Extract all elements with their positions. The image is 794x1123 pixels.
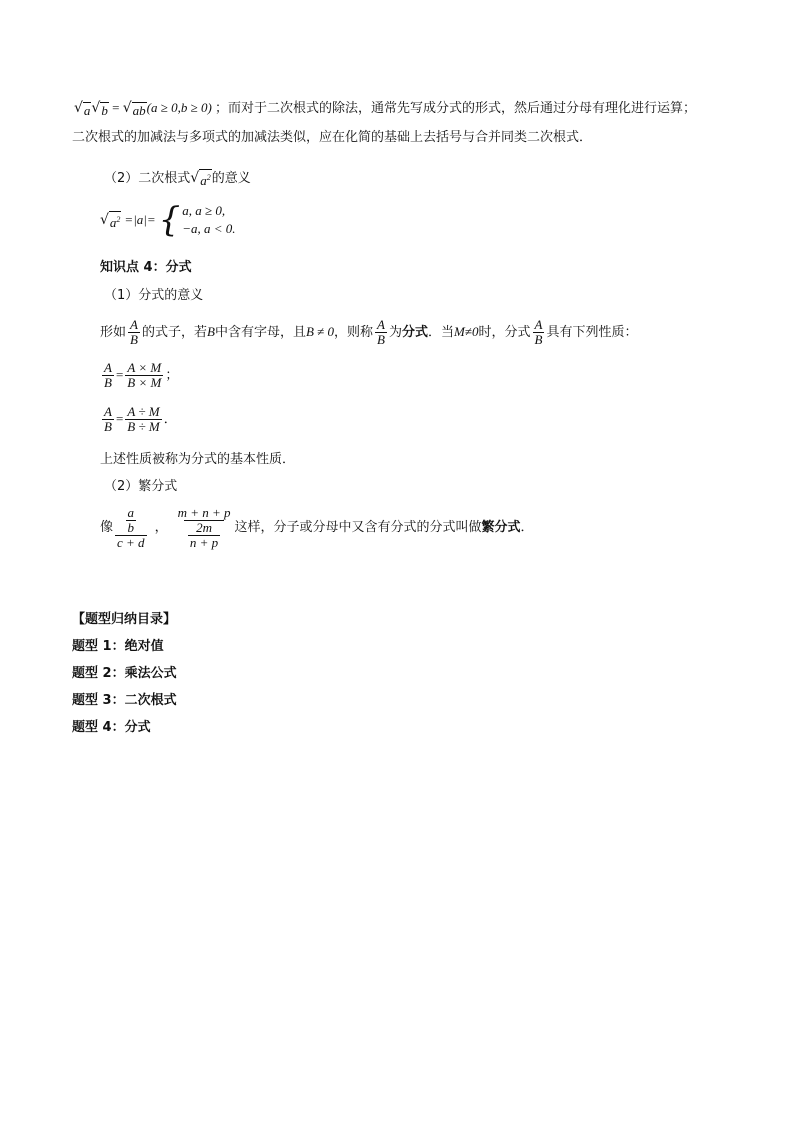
basic-property-text: 上述性质被称为分式的基本性质． [100, 452, 296, 467]
catalog-item: 题型 3：二次根式 [72, 693, 177, 708]
complex-fraction-definition: 像 $\frac{\frac{a}{b}}{c + d}$ ， $\frac{m + n + p}{\frac{2m}{n + p}}$ 这样，分子或分母中又含有分式的分式叫做 繁分式 ． [100, 505, 534, 550]
abs-value-formula: √ $a^2$ =|a|= { a, a ≥ 0, −a, a < 0. [100, 200, 236, 240]
case-nonnegative: a, a ≥ 0, [182, 203, 226, 218]
complex-fraction-example-2: $\frac{m + n + p}{\frac{2m}{n + p}}$ [177, 505, 231, 550]
case-negative: −a, a < 0. [182, 221, 236, 236]
sqrt-meaning-heading: （2）二次根式 √ $a^2$ 的意义 [104, 170, 251, 188]
sqrt-product-formula: √ a √ b = √ ab (a ≥ 0,b ≥ 0) [74, 100, 212, 118]
sqrt-multiplication-line [74, 98, 696, 119]
catalog-item: 题型 1：绝对值 [72, 639, 164, 654]
catalog-item: 题型 4：分式 [72, 720, 151, 735]
division-property: $\frac{A}{B}$ = $\frac{A \div M}{B \div M}$ ． [104, 404, 177, 434]
piecewise-cases: { a, a ≥ 0, −a, a < 0. [158, 200, 236, 240]
complex-fraction-heading: （2）繁分式 [104, 479, 178, 494]
complex-fraction-example-1: $\frac{\frac{a}{b}}{c + d}$ [117, 505, 145, 550]
section-title-fraction: 知识点 4：分式 [100, 260, 192, 275]
addition-rule-text: 二次根式的加减法与多项式的加减法类似，应在化简的基础上去括号与合并同类二次根式． [72, 130, 593, 145]
fraction-definition: 形如 $\frac{A}{B}$ 的式子，若B中含有字母，且B ≠ 0，则称 $\frac{A}{B}$ 为分式．当M≠0时，分式 $\frac{A}{B}$ 具有下列性质： [100, 317, 638, 347]
catalog-item: 题型 2：乘法公式 [72, 666, 177, 681]
division-rule-text: ；而对于二次根式的除法，通常先写成分式的形式，然后通过分母有理化进行运算； [215, 101, 697, 116]
catalog-title: 【题型归纳目录】 [72, 612, 177, 627]
multiplication-property: $\frac{A}{B}$ = $\frac{A \times M}{B \times M}$ ； [104, 360, 179, 390]
fraction-meaning-heading: （1）分式的意义 [104, 288, 204, 303]
